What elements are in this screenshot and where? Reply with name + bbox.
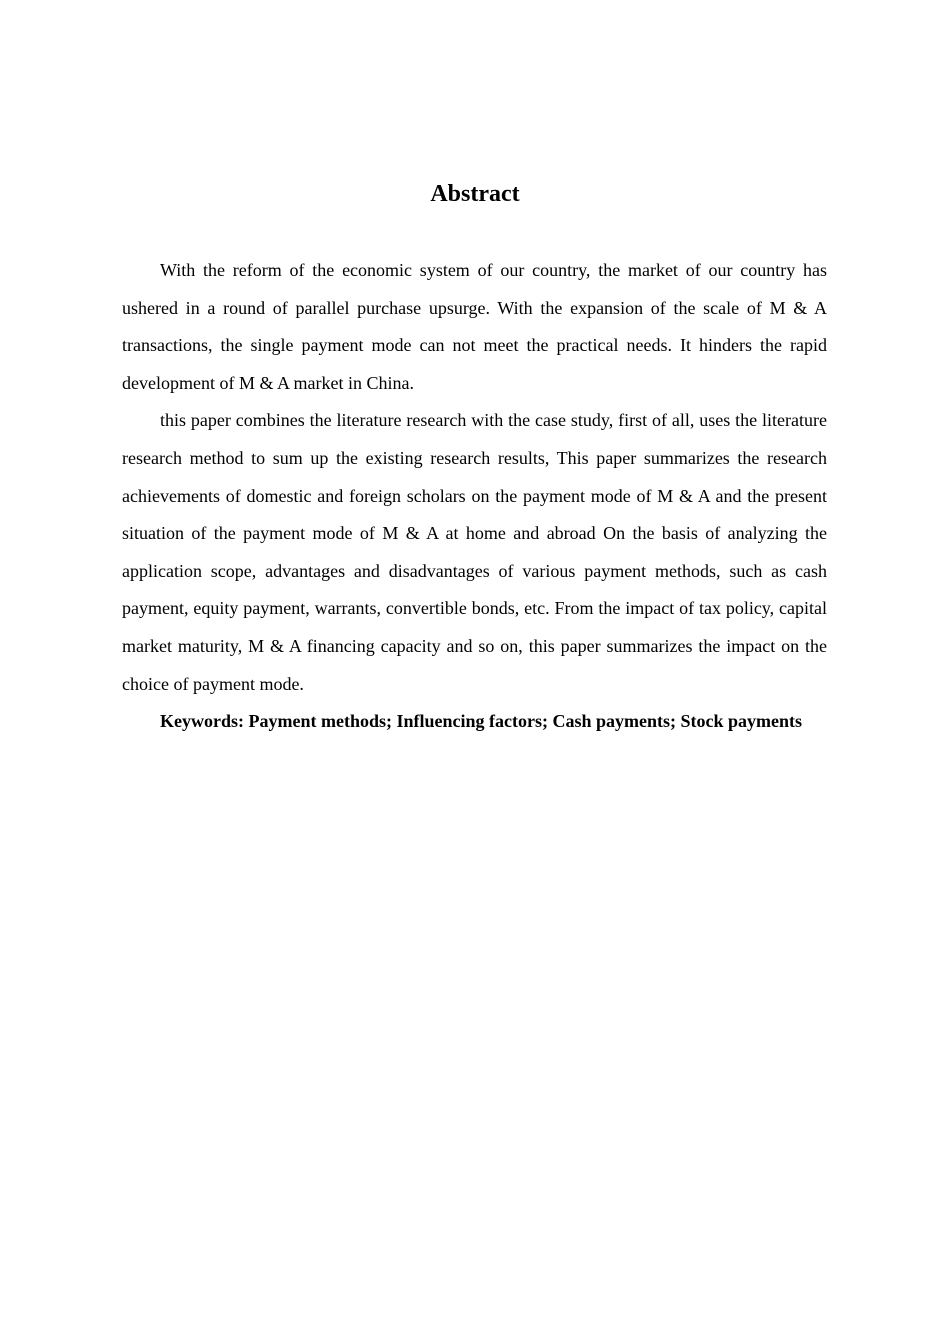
abstract-paragraph-1: With the reform of the economic system of our country, the market of our country has ushered in a round of parallel purchase upsurge. With the expansion of the scale of M & A transactions, the single payment mode can not meet the practical needs. It hinders the rapid development of M & A market in China.: [122, 260, 827, 393]
abstract-paragraph-2: this paper combines the literature research with the case study, first of all, uses the literature research method to sum up the existing research results, This paper summarizes the research achievements of domestic and foreign scholars on the payment mode of M & A and the present situation of the payment mode of M & A at home and abroad On the basis of analyzing the application scope, advantages and disadvantages of various payment methods, such as cash payment, equity payment, warrants, convertible bonds, etc. From the impact of tax policy, capital market maturity, M & A financing capacity and so on, this paper summarizes the impact on the choice of payment mode.: [122, 410, 827, 694]
abstract-body: [122, 252, 827, 741]
keywords-line: Keywords: Payment methods; Influencing factors; Cash payments; Stock payments: [160, 711, 802, 732]
abstract-title: Abstract: [430, 181, 520, 207]
